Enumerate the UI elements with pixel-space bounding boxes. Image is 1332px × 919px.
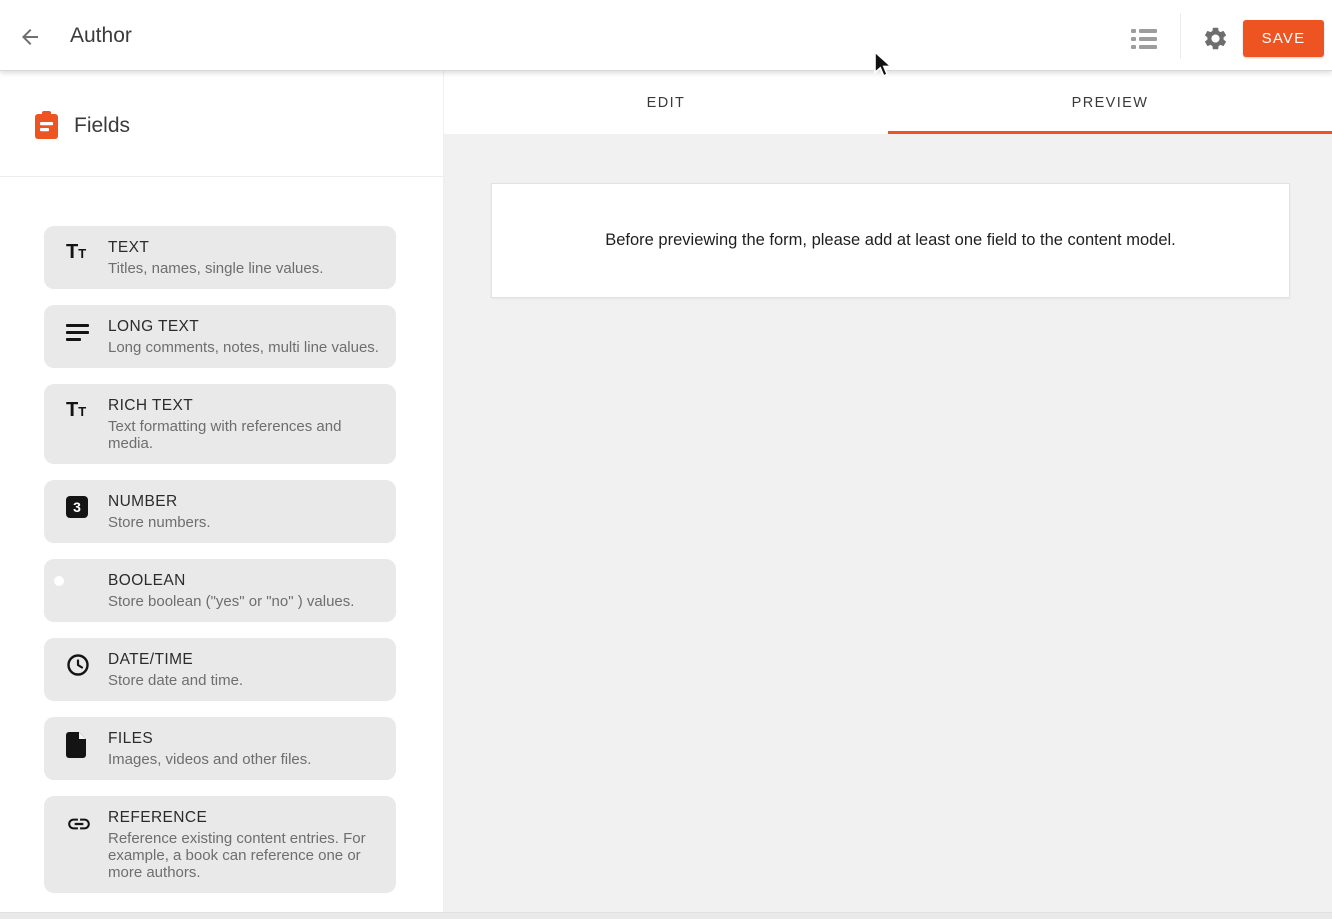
field-title: RICH TEXT xyxy=(108,397,194,414)
field-card-number[interactable] xyxy=(44,480,396,543)
field-description: Store numbers. xyxy=(108,514,211,531)
fields-header xyxy=(0,71,443,176)
empty-state-card xyxy=(491,183,1290,298)
field-description: Store boolean ("yes" or "no" ) values. xyxy=(108,593,355,610)
preview-pane xyxy=(444,134,1332,912)
arrow-left-icon xyxy=(16,36,44,53)
long-text-icon xyxy=(66,320,92,346)
clock-icon xyxy=(66,653,92,679)
field-description: Titles, names, single line values. xyxy=(108,260,324,277)
app-bar xyxy=(0,0,1332,71)
field-card-boolean[interactable] xyxy=(44,559,396,622)
back-button[interactable] xyxy=(16,25,44,49)
field-type-list xyxy=(0,177,444,897)
field-description: Reference existing content entries. For example, a book can reference one or more authors. xyxy=(108,830,366,881)
field-title: TEXT xyxy=(108,239,150,256)
toolbar-divider xyxy=(1180,13,1181,59)
fields-sidebar xyxy=(0,71,444,919)
text-icon: TT xyxy=(66,241,87,263)
number-icon: 3 xyxy=(66,495,92,521)
field-card-files[interactable] xyxy=(44,717,396,780)
field-description: Long comments, notes, multi line values. xyxy=(108,339,379,356)
field-card-rich-text[interactable] xyxy=(44,384,396,464)
field-card-reference[interactable] xyxy=(44,796,396,893)
toggle-icon xyxy=(66,574,92,600)
field-list-button[interactable] xyxy=(1131,28,1157,50)
gear-icon xyxy=(1202,39,1229,56)
field-description: Store date and time. xyxy=(108,672,244,689)
field-title: FILES xyxy=(108,730,154,747)
empty-state-message: Before previewing the form, please add at least one field to the content model. xyxy=(605,231,1176,249)
list-icon xyxy=(1131,37,1157,54)
tab-edit[interactable]: EDIT xyxy=(646,94,686,111)
rich-text-icon: TT xyxy=(66,399,87,421)
tab-preview[interactable]: PREVIEW xyxy=(888,71,1332,134)
page-title: Author xyxy=(70,24,132,47)
field-title: REFERENCE xyxy=(108,809,208,826)
field-title: DATE/TIME xyxy=(108,651,194,668)
sidebar-title: Fields xyxy=(74,114,131,137)
field-title: LONG TEXT xyxy=(108,318,200,335)
tab-bar xyxy=(444,71,1332,134)
field-card-long-text[interactable] xyxy=(44,305,396,368)
field-description: Text formatting with references and media. xyxy=(108,418,342,452)
file-icon xyxy=(66,732,92,758)
link-icon xyxy=(66,811,92,837)
settings-button[interactable] xyxy=(1202,25,1229,52)
field-card-datetime[interactable] xyxy=(44,638,396,701)
field-card-text[interactable] xyxy=(44,226,396,289)
bottom-edge-strip xyxy=(0,912,1332,919)
field-title: BOOLEAN xyxy=(108,572,186,589)
clipboard-icon xyxy=(34,111,59,145)
field-description: Images, videos and other files. xyxy=(108,751,312,768)
field-title: NUMBER xyxy=(108,493,178,510)
save-button[interactable]: SAVE xyxy=(1243,20,1324,57)
